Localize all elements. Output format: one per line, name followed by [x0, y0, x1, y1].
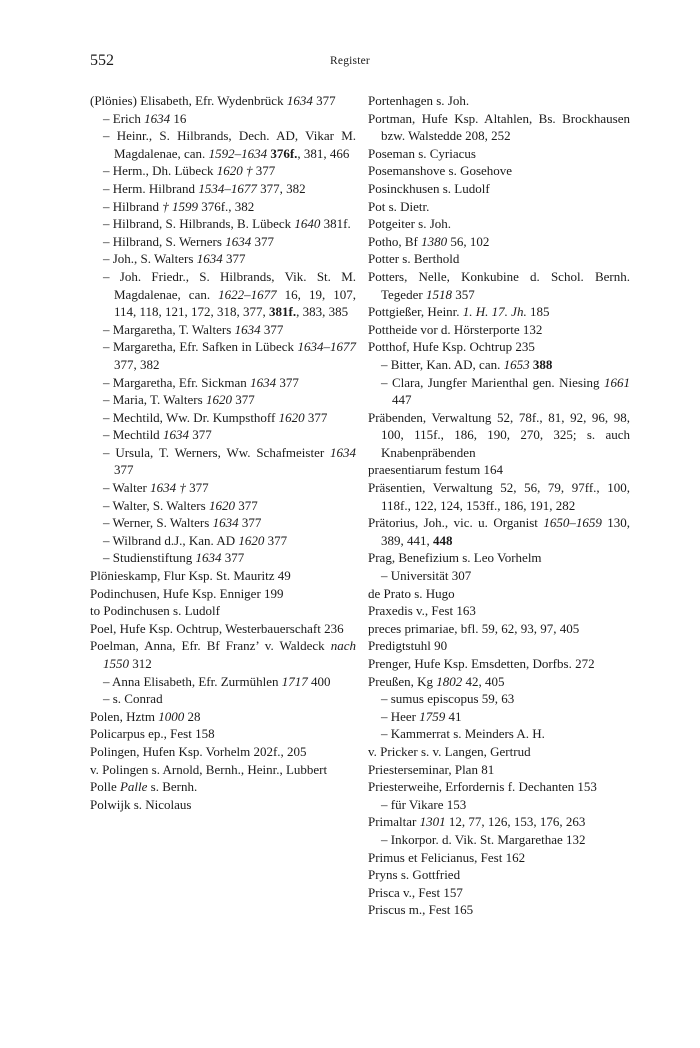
index-entry: Primus et Felicianus, Fest 162	[368, 849, 526, 865]
index-entry: Polingen, Hufen Ksp. Vorhelm 202f., 205	[90, 743, 307, 759]
index-subentry: – Studienstiftung 1634 377	[90, 549, 356, 567]
index-entry: Portenhagen s. Joh.	[368, 93, 470, 108]
index-subentry: – Hilbrand, S. Hilbrands, B. Lübeck 1640 381f.	[90, 215, 356, 233]
index-entry: Polen, Hztm 1000 28	[90, 708, 201, 724]
index-subentry: – Erich 1634 16	[90, 110, 356, 128]
index-subentry: – Maria, T. Walters 1620 377	[90, 391, 356, 409]
index-entry: Poel, Hufe Ksp. Ochtrup, Westerbauerschaft 236	[90, 620, 344, 636]
running-title: Register	[330, 55, 370, 67]
index-subentry: – sumus episcopus 59, 63	[368, 690, 630, 708]
index-entry: Potter s. Berthold	[368, 251, 460, 267]
index-subentry: – Herm. Hilbrand 1534–1677 377, 382	[90, 180, 356, 198]
index-entry: Priesterweihe, Erfordernis f. Dechanten 153	[368, 779, 597, 795]
index-subentry: – Wilbrand d.J., Kan. AD 1620 377	[90, 532, 356, 550]
index-entry: Priesterseminar, Plan 81	[368, 761, 495, 777]
index-entry: Pot s. Dietr.	[368, 198, 430, 214]
index-subentry: – Margaretha, T. Walters 1634 377	[90, 321, 356, 339]
index-entry: Posinckhusen s. Ludolf	[368, 180, 490, 196]
index-entry: Predigtstuhl 90	[368, 638, 448, 654]
index-subentry: – Joh., S. Walters 1634 377	[90, 250, 356, 268]
index-subentry: – Margaretha, Efr. Safken in Lübeck 1634–1677 377, 382	[90, 338, 356, 373]
index-entry: Prenger, Hufe Ksp. Emsdetten, Dorfbs. 272	[368, 656, 595, 671]
index-entry: Poseman s. Cyriacus	[368, 145, 476, 161]
index-entry: Prag, Benefizium s. Leo Vorhelm	[368, 550, 542, 566]
index-entry: Portman, Hufe Ksp. Altahlen, Bs. Brockhausen bzw. Walstedde 208, 252	[368, 110, 630, 144]
index-entry: Polwijk s. Nicolaus	[90, 796, 192, 812]
index-subentry: – Bitter, Kan. AD, can. 1653 388	[368, 356, 630, 374]
index-subentry: – Inkorpor. d. Vik. St. Margarethae 132	[368, 831, 630, 849]
index-entry: Potters, Nelle, Konkubine d. Schol. Bernh. Tegeder 1518 357	[368, 268, 630, 302]
index-entry: Podinchusen, Hufe Ksp. Enniger 199	[90, 585, 284, 601]
index-entry: de Prato s. Hugo	[368, 585, 455, 601]
index-entry: Policarpus ep., Fest 158	[90, 726, 215, 742]
index-entry: Praxedis v., Fest 163	[368, 603, 476, 619]
index-entry: Pryns s. Gottfried	[368, 867, 461, 883]
index-entry: Preußen, Kg 1802 42, 405	[368, 673, 505, 689]
index-entry: Poelman, Anna, Efr. Bf Franz’ v. Waldeck nach 1550 312	[90, 638, 356, 671]
index-entry: v. Polingen s. Arnold, Bernh., Heinr., Lubbert	[90, 761, 328, 777]
index-subentry: – Joh. Friedr., S. Hilbrands, Vik. St. M. Magdalenae, can. 1622–1677 16, 19, 107, 114, 118, 121, 172, 318, 377, 381f., 383, 385	[90, 268, 356, 321]
index-entry: Plönieskamp, Flur Ksp. St. Mauritz 49	[90, 568, 291, 584]
index-entry: v. Pricker s. v. Langen, Gertrud	[368, 743, 531, 759]
index-entry: Prisca v., Fest 157	[368, 884, 463, 900]
index-entry: Priscus m., Fest 165	[368, 902, 474, 918]
index-entry: Präsentien, Verwaltung 52, 56, 79, 97ff., 100, 118f., 122, 124, 153ff., 186, 191, 282	[368, 480, 630, 513]
index-subentry: – Walter 1634 † 377	[90, 479, 356, 497]
index-subentry: – für Vikare 153	[368, 796, 630, 814]
index-entry: Polle Palle s. Bernh.	[90, 779, 198, 795]
index-subentry: – Werner, S. Walters 1634 377	[90, 514, 356, 532]
index-entry: Präbenden, Verwaltung 52, 78f., 81, 92, 96, 98, 100, 115f., 186, 190, 270, 325; s. auch Knabenpräbenden	[368, 409, 630, 460]
index-subentry: – Mechtild 1634 377	[90, 426, 356, 444]
page-number: 552	[90, 52, 114, 69]
index-subentry: – Margaretha, Efr. Sickman 1634 377	[90, 374, 356, 392]
index-subentry: – Kammerrat s. Meinders A. H.	[368, 725, 630, 743]
index-subentry: – Mechtild, Ww. Dr. Kumpsthoff 1620 377	[90, 409, 356, 427]
index-entry: praesentiarum festum 164	[368, 462, 504, 478]
index-entry: Prätorius, Joh., vic. u. Organist 1650–1659 130, 389, 441, 448	[368, 515, 631, 548]
index-entry: preces primariae, bfl. 59, 62, 93, 97, 405	[368, 620, 580, 636]
index-subentry: – Clara, Jungfer Marienthal gen. Niesing 1661 447	[368, 374, 630, 409]
index-subentry: – Heer 1759 41	[368, 708, 630, 726]
index-entry: to Podinchusen s. Ludolf	[90, 603, 220, 619]
index-entry: Potgeiter s. Joh.	[368, 216, 452, 232]
index-subentry: – Walter, S. Walters 1620 377	[90, 497, 356, 515]
index-column-left	[90, 92, 356, 813]
index-entry: Posemanshove s. Gosehove	[368, 163, 513, 179]
index-subentry: – s. Conrad	[90, 690, 356, 708]
index-entry: Pottgießer, Heinr. 1. H. 17. Jh. 185	[368, 304, 550, 320]
index-entry: Potthof, Hufe Ksp. Ochtrup 235	[368, 339, 535, 355]
index-subentry: – Ursula, T. Werners, Ww. Schafmeister 1634 377	[90, 444, 356, 479]
index-column-right	[368, 92, 630, 919]
index-entry: Potho, Bf 1380 56, 102	[368, 233, 490, 249]
index-entry: Primaltar 1301 12, 77, 126, 153, 176, 263	[368, 814, 586, 830]
index-subentry: – Heinr., S. Hilbrands, Dech. AD, Vikar M. Magdalenae, can. 1592–1634 376f., 381, 466	[90, 127, 356, 162]
index-subentry: – Hilbrand, S. Werners 1634 377	[90, 233, 356, 251]
index-entry: (Plönies) Elisabeth, Efr. Wydenbrück 1634 377	[90, 93, 336, 108]
index-entry: Pottheide vor d. Hörsterporte 132	[368, 321, 543, 337]
index-subentry: – Anna Elisabeth, Efr. Zurmühlen 1717 400	[90, 673, 356, 691]
index-subentry: – Herm., Dh. Lübeck 1620 † 377	[90, 162, 356, 180]
index-subentry: – Universität 307	[368, 567, 630, 585]
index-subentry: – Hilbrand † 1599 376f., 382	[90, 198, 356, 216]
